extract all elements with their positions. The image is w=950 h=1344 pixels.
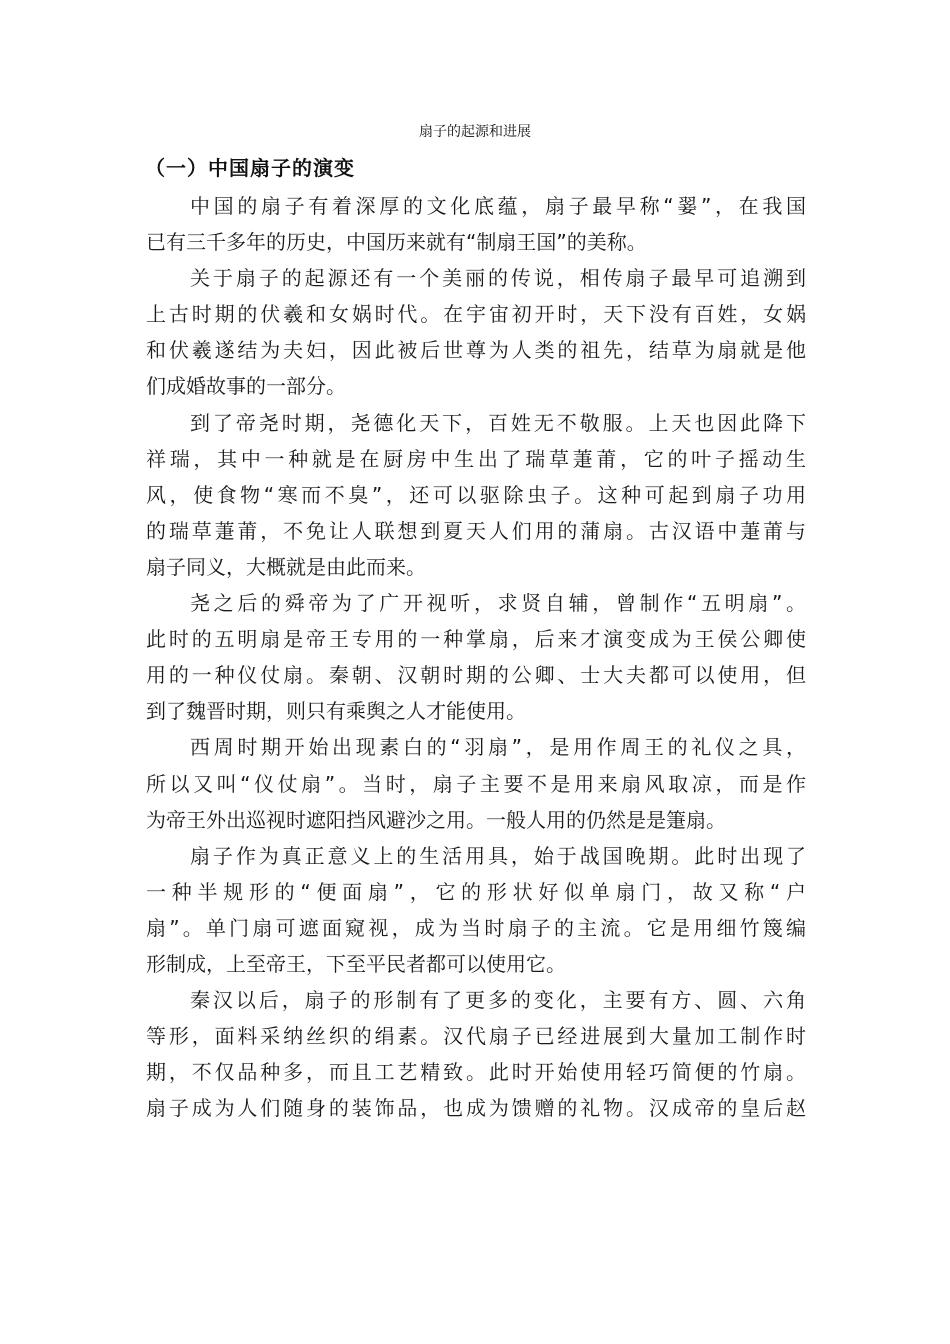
paragraph xyxy=(146,838,806,982)
paragraph xyxy=(146,585,806,729)
paragraph-line: 的瑞草萐莆，不免让人联想到夏天人们用的蒲扇。古汉语中萐莆与 xyxy=(146,518,806,543)
paragraph-line: 祥瑞，其中一种就是在厨房中生出了瑞草萐莆，它的叶子摇动生 xyxy=(146,446,806,471)
paragraph-line: 到了魏晋时期，则只有乘舆之人才能使用。 xyxy=(146,699,526,724)
paragraph-line: 所以又叫“仪仗扇”。当时，扇子主要不是用来扇风取凉，而是作 xyxy=(146,771,806,796)
paragraph-line: 扇子同义，大概就是由此而来。 xyxy=(146,554,426,579)
paragraph-line: 期，不仅品种多，而且工艺精致。此时开始使用轻巧简便的竹扇。 xyxy=(146,1060,806,1085)
paragraph-line: 上古时期的伏羲和女娲时代。在宇宙初开时，天下没有百姓，女娲 xyxy=(146,302,806,327)
section-heading: （一）中国扇子的演变 xyxy=(145,156,355,180)
paragraph-line: 风，使食物“寒而不臭”，还可以驱除虫子。这种可起到扇子功用 xyxy=(146,482,806,507)
document-title: 扇子的起源和进展 xyxy=(419,124,531,140)
paragraph-line: 秦汉以后，扇子的形制有了更多的变化，主要有方、圆、六角 xyxy=(190,988,806,1013)
paragraph-line: 此时的五明扇是帝王专用的一种掌扇，后来才演变成为王侯公卿使 xyxy=(146,627,806,652)
body-text xyxy=(146,188,806,1126)
paragraph-line: 等形，面料采纳丝织的绢素。汉代扇子已经进展到大量加工制作时 xyxy=(146,1024,806,1049)
paragraph-line: 一种半规形的“便面扇”，它的形状好似单扇门，故又称“户 xyxy=(146,879,806,904)
paragraph xyxy=(146,188,806,260)
paragraph-line: 西周时期开始出现素白的“羽扇”，是用作周王的礼仪之具， xyxy=(190,735,806,760)
paragraph xyxy=(146,982,806,1126)
paragraph xyxy=(146,260,806,404)
paragraph-line: 到了帝尧时期，尧德化天下，百姓无不敬服。上天也因此降下 xyxy=(190,410,806,435)
paragraph-line: 们成婚故事的一部分。 xyxy=(146,374,346,399)
paragraph-line: 和伏羲遂结为夫妇，因此被后世尊为人类的祖先，结草为扇就是他 xyxy=(146,338,806,363)
paragraph-line: 为帝王外出巡视时遮阳挡风避沙之用。一般人用的仍然是是箑扇。 xyxy=(146,807,726,832)
paragraph-line: 扇”。单门扇可遮面窥视，成为当时扇子的主流。它是用细竹篾编 xyxy=(146,915,806,940)
paragraph-line: 已有三千多年的历史，中国历来就有“制扇王国”的美称。 xyxy=(146,230,647,255)
paragraph-line: 扇子成为人们随身的装饰品，也成为馈赠的礼物。汉成帝的皇后赵 xyxy=(146,1096,806,1121)
paragraph-line: 形制成，上至帝王，下至平民者都可以使用它。 xyxy=(146,951,566,976)
paragraph-line: 扇子作为真正意义上的生活用具，始于战国晚期。此时出现了 xyxy=(190,843,806,868)
paragraph-line: 关于扇子的起源还有一个美丽的传说，相传扇子最早可追溯到 xyxy=(190,266,806,291)
paragraph-line: 尧之后的舜帝为了广开视听，求贤自辅，曾制作“五明扇”。 xyxy=(190,591,806,616)
paragraph xyxy=(146,405,806,585)
paragraph xyxy=(146,729,806,837)
paragraph-line: 中国的扇子有着深厚的文化底蕴，扇子最早称“翣”，在我国 xyxy=(190,194,806,218)
paragraph-line: 用的一种仪仗扇。秦朝、汉朝时期的公卿、士大夫都可以使用，但 xyxy=(146,663,806,688)
